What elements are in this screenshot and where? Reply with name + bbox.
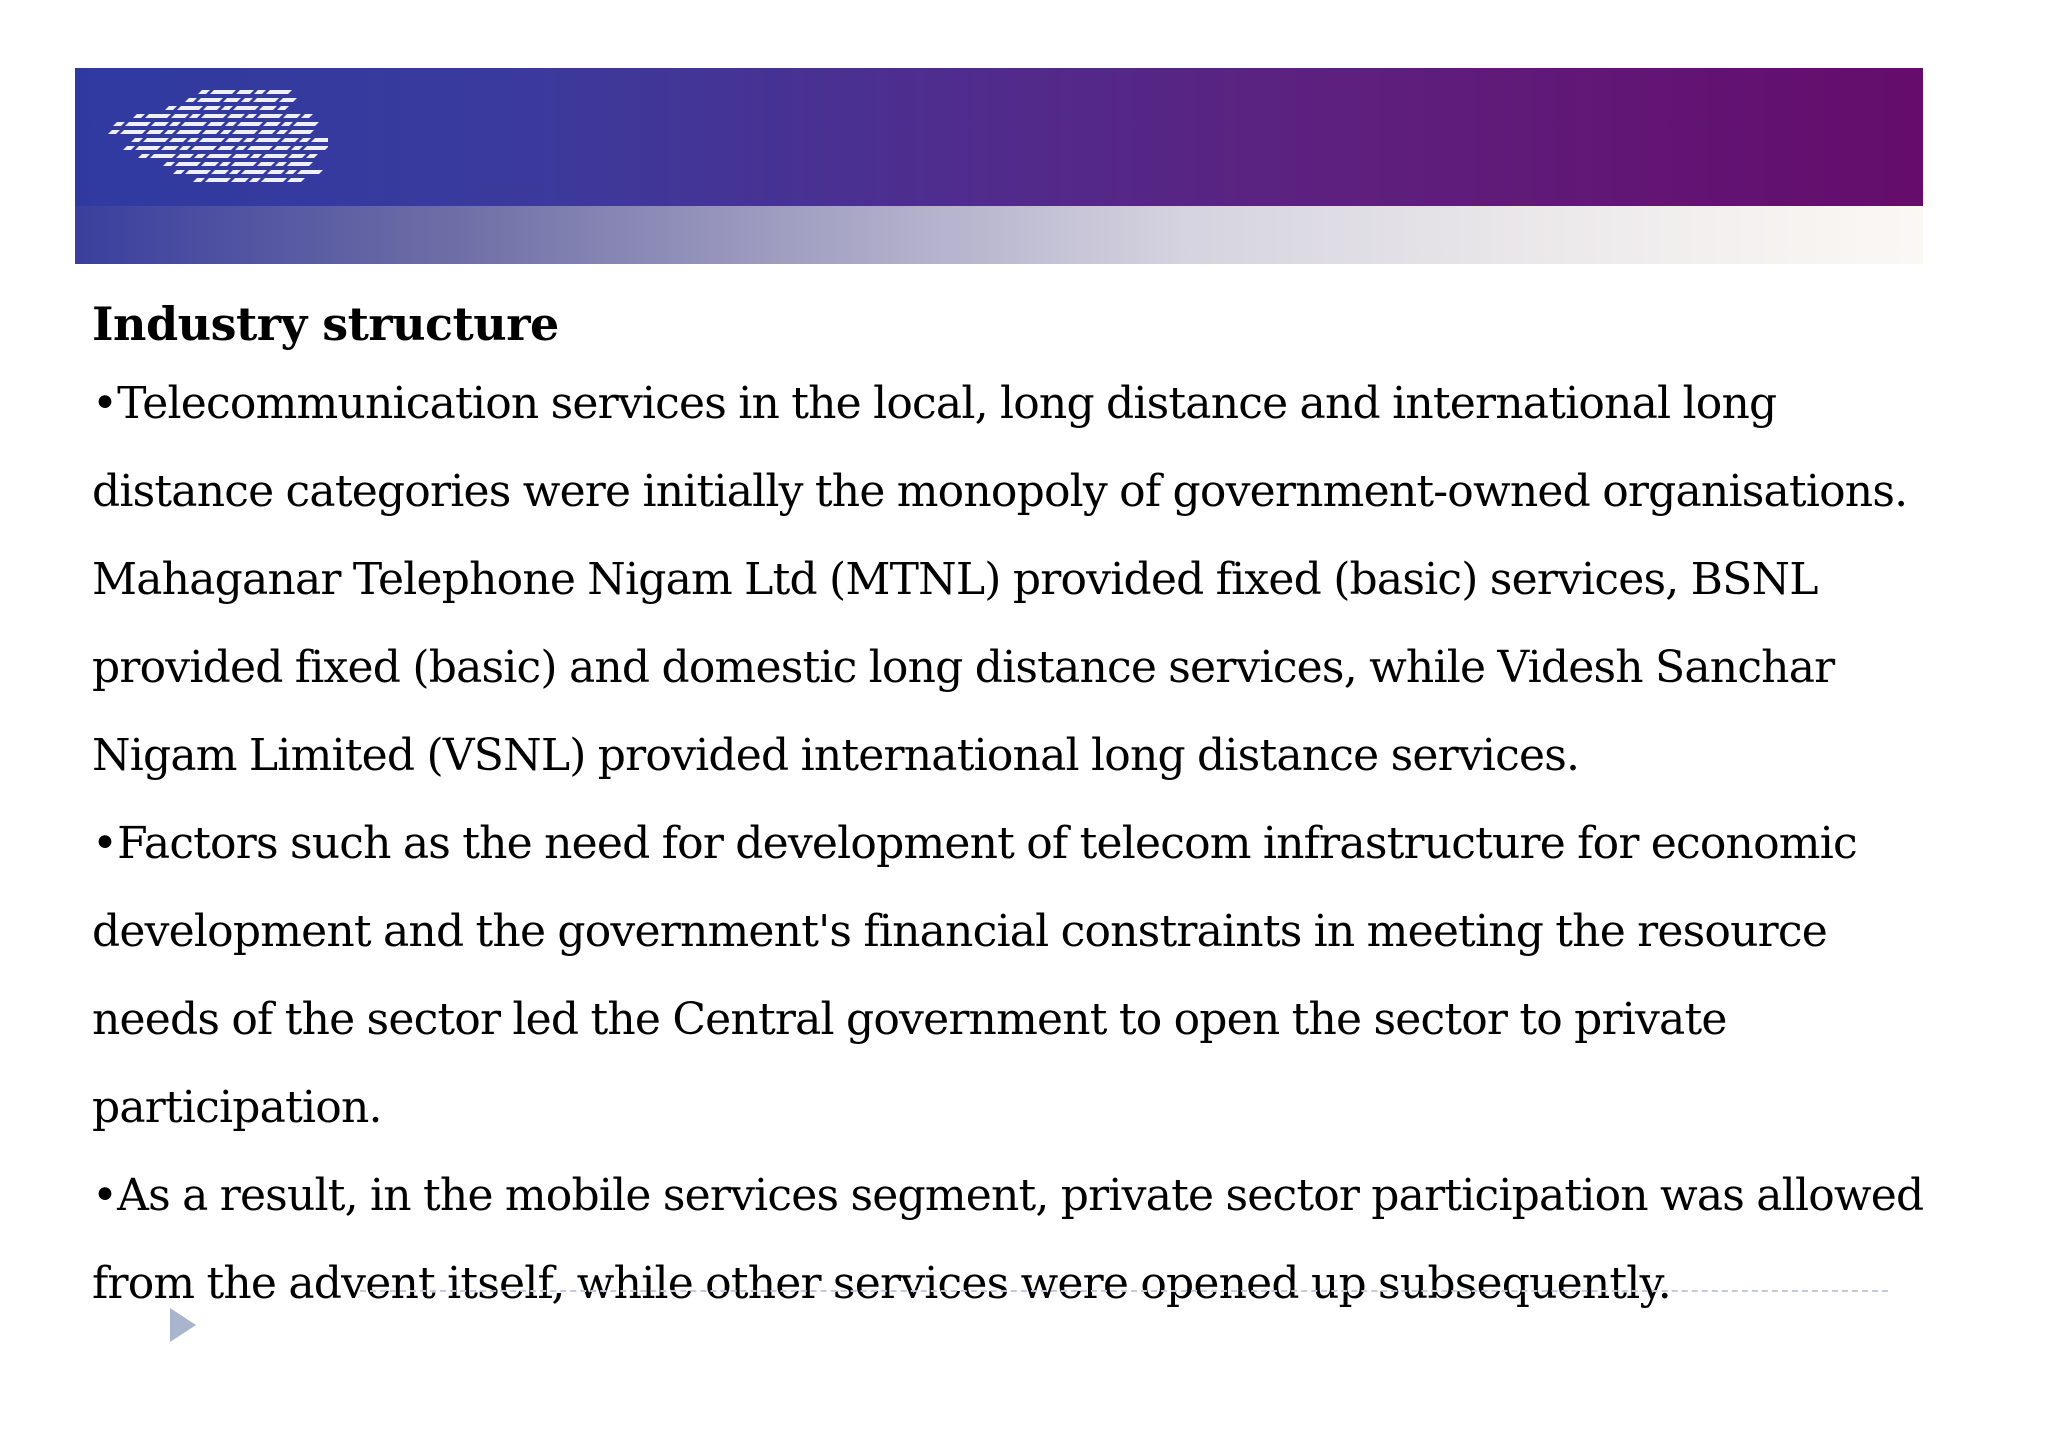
triangle-right-icon[interactable] [170, 1308, 196, 1342]
striped-globe-logo-icon [103, 88, 328, 196]
footer-dashed-divider [360, 1290, 1888, 1292]
bullet-paragraph-3: •As a result, in the mobile services segment, private sector participation was allowed from the advent itself, while other services were opened up subsequently. [92, 1170, 1924, 1309]
banner-gradient-top [75, 68, 1923, 206]
slide-heading: Industry structure [92, 297, 559, 351]
banner-gradient-bottom [75, 206, 1923, 264]
bullet-paragraph-2: •Factors such as the need for development of telecom infrastructure for economic development and the government's financial constraints in meeting the resource needs of the sector led the Central government to open the sector to private participation. [92, 818, 1857, 1133]
bullet-paragraph-1: •Telecommunication services in the local, long distance and international long distance categories were initially the monopoly of government-owned organisations. Mahaganar Telephone Nigam Ltd (MTNL) provided fixed (basic) services, BSNL provided fixed (basic) and domestic long distance services, while Videsh Sanchar Nigam Limited (VSNL) provided international long distance services. [92, 378, 1908, 781]
header-banner [75, 68, 1923, 264]
slide-body [92, 288, 1942, 1328]
